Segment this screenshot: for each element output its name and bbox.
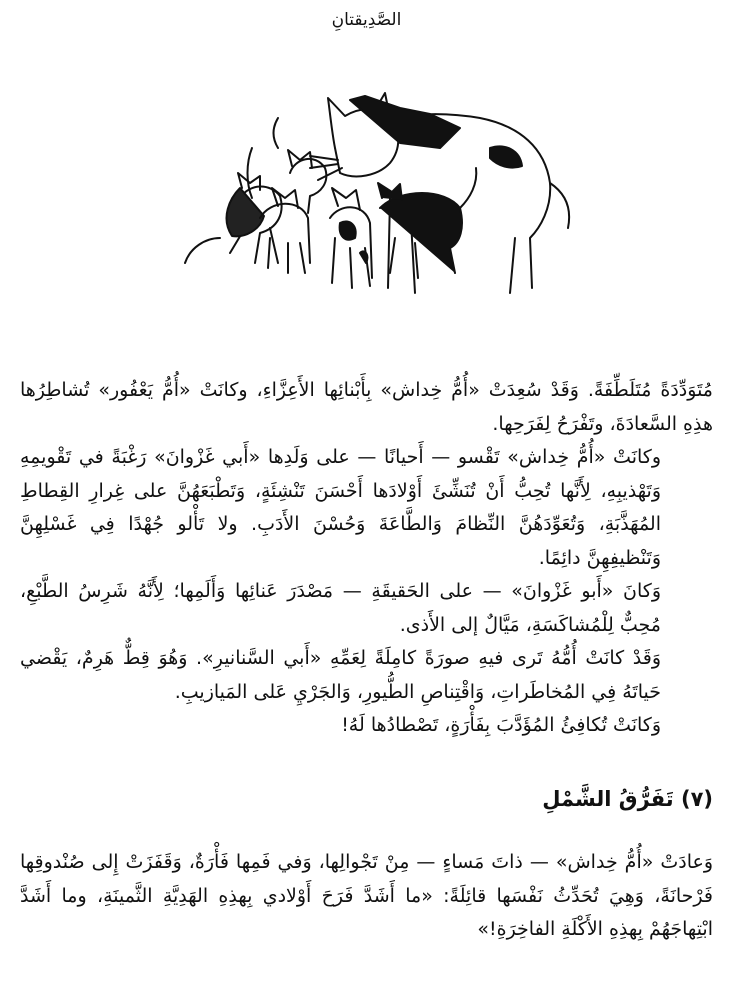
cats-icon [160,88,580,308]
page-title: الصَّدِيقتانِ [331,10,402,30]
section-heading: (٧) تَفَرُّقُ الشَّمْلِ [542,786,713,811]
paragraph: وكانَتْ «أُمُّ خِداش» تَقْسو — أَحيانًا — على وَلَدِها «أَبي غَزْوانَ» رَغْبَةً في تَقْويمِهِ وَتَهْذيبِهِ، لِأَنَّها تُحِبُّ أَنْ تُنَشِّئَ أَوْلادَها أَحْسَنَ تَنْشِئَةٍ، وَتَطْبَعَهُنَّ على غِرارِ القِطاطِ المُهَذَّبَةِ، وَتُعَوِّدَهُنَّ النِّظامَ وَالطَّاعَةَ وَحُسْنَ الأَدَبِ. ولا تَأْلو جُهْدًا فِي غَسْلِهِنَّ وَتَنْظيفِهِنَّ دائِمًا. [20,446,661,569]
paragraph: وَكانَ «أَبو غَزْوانَ» — على الحَقيقَةِ — مَصْدَرَ عَنائِها وَأَلَمِها؛ لِأَنَّهُ شَرِسُ الطَّبْعِ، مُحِبٌّ لِلْمُشاكَسَةِ، مَيَّالٌ إلى الأَذى. [20,580,661,636]
paragraph: وَقَدْ كانَتْ أُمُّهُ تَرى فيهِ صورَةً كامِلَةً لِعَمِّهِ «أَبي السَّنانيرِ». وَهُوَ قِطٌّ هَرِمٌ، يَقْضي حَياتَهُ فِي المُخاطَراتِ، وَاقْتِناصِ الطُّيورِ، وَالجَرْيِ عَلى المَيازيبِ. [20,647,661,703]
story-text [20,374,713,947]
paragraph: وَكانَتْ تُكافِئُ المُؤَدَّبَ بِفَأْرَةٍ، تَصْطادُها لَهُ! [341,714,661,736]
paragraph: وَعادَتْ «أُمُّ خِداش» — ذاتَ مَساءٍ — مِنْ تَجْوالِها، وَفي فَمِها فَأْرَةٌ، وَقَفَزَتْ إِلى صُنْدوقِها فَرْحانَةً، وَهِيَ تُحَدِّثُ نَفْسَها قائِلَةً: «ما أَشَدَّ فَرَحَ أَوْلادي بِهذِهِ الهَدِيَّةِ الثَّمينَةِ، وما أَشَدَّ ابْتِهاجَهُمْ بِهذِهِ الأَكْلَةِ الفاخِرَةِ!» [20,851,713,940]
paragraph: مُتَوَدِّدَةً مُتَلَطِّفَةً. وَقَدْ سُعِدَتْ «أُمُّ خِداش» بِأَبْنائِها الأَعِزَّاءِ، وكانَتْ «أُمُّ يَعْفُور» تُشاطِرُها هذِهِ السَّعادَةَ، وتَفْرَحُ لِفَرَحِها. [20,379,713,435]
